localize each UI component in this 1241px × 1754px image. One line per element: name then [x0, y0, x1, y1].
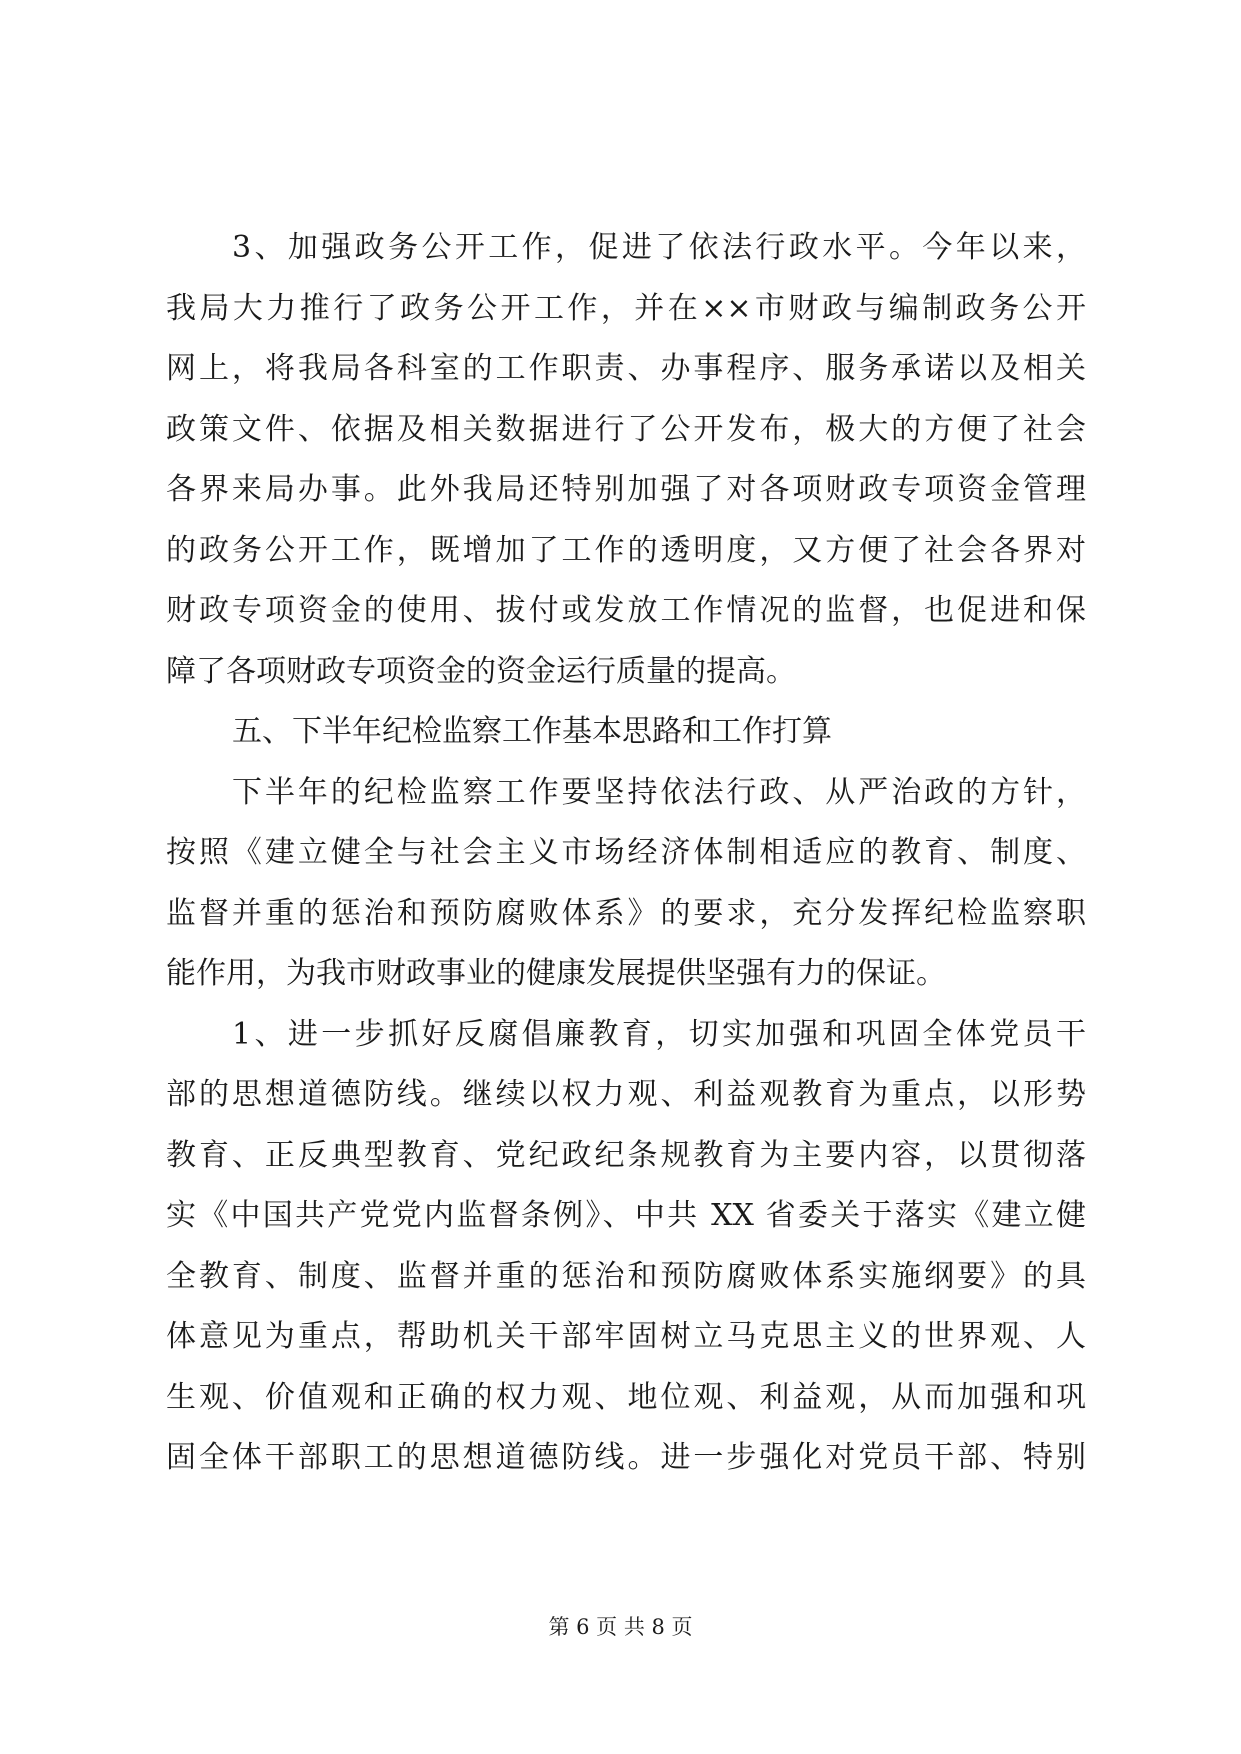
paragraph-line: 监督并重的惩治和预防腐败体系》的要求，充分发挥纪检监察职 [166, 895, 1086, 931]
paragraph-line: 下半年的纪检监察工作要坚持依法行政、从严治政的方针， [232, 774, 1086, 810]
paragraph-line: 1、进一步抓好反腐倡廉教育，切实加强和巩固全体党员干 [232, 1016, 1086, 1052]
paragraph-line: 能作用，为我市财政事业的健康发展提供坚强有力的保证。 [166, 956, 946, 991]
paragraph-line: 3、加强政务公开工作，促进了依法行政水平。今年以来， [232, 230, 1086, 265]
page-footer: 第 6 页 共 8 页 [548, 1615, 693, 1639]
paragraph-line: 部的思想道德防线。继续以权力观、利益观教育为重点，以形势 [166, 1077, 1086, 1112]
paragraph-line: 按照《建立健全与社会主义市场经济体制相适应的教育、制度、 [166, 835, 1086, 870]
paragraph-line: 教育、正反典型教育、党纪政纪条规教育为主要内容，以贯彻落 [166, 1137, 1086, 1173]
section-heading: 五、下半年纪检监察工作基本思路和工作打算 [232, 714, 832, 749]
paragraph-line: 的政务公开工作，既增加了工作的透明度，又方便了社会各界对 [166, 532, 1086, 568]
paragraph-line: 生观、价值观和正确的权力观、地位观、利益观，从而加强和巩 [166, 1379, 1086, 1415]
paragraph-line: 财政专项资金的使用、拔付或发放工作情况的监督，也促进和保 [166, 593, 1086, 628]
paragraph-line: 实《中国共产党党内监督条例》、中共 XX 省委关于落实《建立健 [166, 1198, 1086, 1233]
paragraph-line: 政策文件、依据及相关数据进行了公开发布，极大的方便了社会 [166, 411, 1086, 447]
body-text [166, 218, 1086, 1489]
paragraph-line: 各界来局办事。此外我局还特别加强了对各项财政专项资金管理 [166, 472, 1086, 507]
paragraph-line: 我局大力推行了政务公开工作，并在××市财政与编制政务公开 [166, 290, 1086, 326]
paragraph-line: 全教育、制度、监督并重的惩治和预防腐败体系实施纲要》的具 [166, 1258, 1086, 1294]
paragraph-line: 障了各项财政专项资金的资金运行质量的提高。 [166, 653, 796, 689]
paragraph-line: 网上，将我局各科室的工作职责、办事程序、服务承诺以及相关 [166, 351, 1086, 386]
paragraph-line: 固全体干部职工的思想道德防线。进一步强化对党员干部、特别 [166, 1440, 1086, 1475]
paragraph-line: 体意见为重点，帮助机关干部牢固树立马克思主义的世界观、人 [166, 1319, 1086, 1354]
